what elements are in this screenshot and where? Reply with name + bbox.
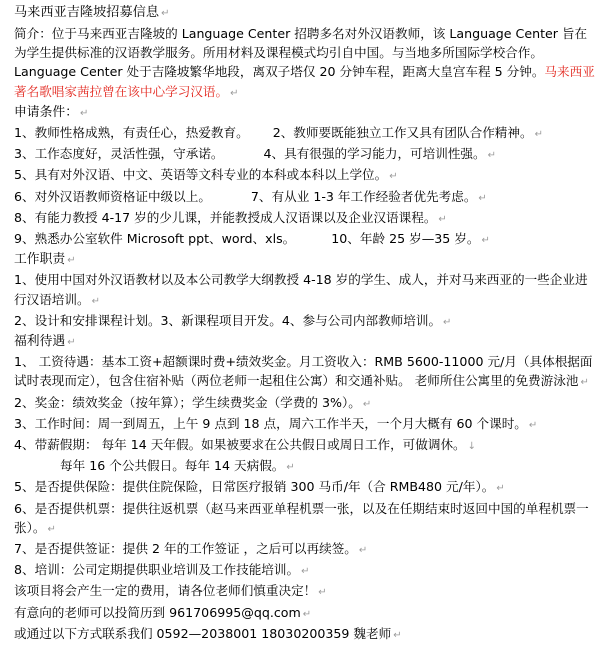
paragraph-mark-icon: ↵	[47, 523, 56, 535]
benefit-ticket	[14, 499, 596, 539]
benefit-leave-continued	[14, 456, 596, 477]
requirement-row	[14, 208, 596, 229]
requirement-item: 6、对外汉语教师资格证中级以上。	[14, 188, 211, 204]
requirement-item: 9、熟悉办公室软件 Microsoft ppt、word、xls。	[14, 231, 296, 247]
paragraph-mark-icon: ↵	[580, 377, 589, 389]
paragraph-mark-icon: ↵	[91, 295, 100, 307]
intro-paragraph	[14, 24, 596, 103]
resume-contact	[14, 603, 596, 624]
paragraph-mark-icon: ↵	[481, 235, 490, 247]
duties-heading	[14, 250, 596, 270]
benefit-text: 每年 16 个公共假日。每年 14 天病假。	[60, 458, 285, 474]
benefit-training	[14, 560, 596, 581]
paragraph-mark-icon: ↵	[79, 107, 89, 119]
paragraph-mark-icon: ↵	[478, 192, 487, 204]
duty-text: 1、使用中国对外汉语教材以及本公司教学大纲教授 4-18 岁的学生、成人，并对马来西亚的一些企业进行汉语培训。	[14, 272, 588, 307]
paragraph-mark-icon: ↵	[161, 8, 170, 19]
intro-text: 简介：位于马来西亚吉隆坡的 Language Center 招聘多名对外汉语教师，该 Language Center 旨在为学生提供标准的汉语教学服务。所用材料及课程模式均引自中国。与当地多所国际学校合作。Language Center 处于吉隆坡繁华地段，离双子塔仅 20 分钟车程，距离大皇宫车程 5 分钟。	[14, 26, 588, 80]
fee-notice	[14, 581, 596, 602]
benefit-salary	[14, 352, 596, 392]
paragraph-mark-icon: ↵	[528, 419, 538, 431]
paragraph-mark-icon: ↵	[496, 483, 505, 495]
benefit-text: 1、 工资待遇：基本工资+超额课时费+绩效奖金。月工资收入：RMB 5600-11000 元/月（具体根据面试时表现而定），包含住宿补贴（两位老师一起租住公寓）和交通补贴。 老师所住公寓里的免费游泳池	[14, 354, 593, 389]
paragraph-mark-icon: ↵	[301, 566, 310, 578]
requirement-item: 8、有能力教授 4-17 岁的少儿课，并能教授成人汉语课以及企业汉语课程。	[14, 209, 437, 225]
duties-heading-text: 工作职责	[14, 252, 66, 268]
benefit-text: 6、是否提供机票：提供往返机票（赵马来西亚单程机票一张，以及在任期结束时返回中国的单程机票一张）。	[14, 500, 589, 535]
requirements-heading	[14, 103, 596, 123]
paragraph-mark-icon: ↵	[389, 171, 398, 183]
benefit-leave	[14, 435, 596, 456]
paragraph-mark-icon: ↵	[230, 87, 239, 99]
document-title	[14, 2, 596, 24]
requirement-row	[14, 229, 596, 250]
paragraph-mark-icon: ↵	[443, 316, 452, 328]
requirements-heading-text: 申请条件：	[14, 104, 78, 120]
benefit-text: 4、带薪假期： 每年 14 天年假。如果被要求在公共假日或周日工作，可做调休。	[14, 437, 466, 453]
requirement-item: 1、教师性格成熟，有责任心，热爱教育。	[14, 125, 249, 141]
benefits-heading	[14, 332, 596, 352]
paragraph-mark-icon: ↵	[286, 462, 295, 474]
title-text: 马来西亚吉隆坡招募信息	[14, 5, 160, 20]
paragraph-mark-icon: ↵	[534, 129, 543, 141]
benefit-hours	[14, 414, 596, 435]
requirement-row	[14, 165, 596, 186]
requirement-item: 5、具有对外汉语、中文、英语等文科专业的本科或本科以上学位。	[14, 167, 388, 183]
benefit-text: 5、是否提供保险：提供住院保险，日常医疗报销 300 马币/年（合 RMB480 元/年）。	[14, 479, 495, 495]
line-break-icon: ↓	[467, 441, 477, 453]
paragraph-mark-icon: ↵	[438, 213, 447, 225]
requirement-item: 3、工作态度好，灵活性强，守承诺。	[14, 146, 224, 162]
paragraph-mark-icon: ↵	[67, 255, 76, 267]
paragraph-mark-icon: ↵	[67, 337, 76, 349]
benefit-text: 2、奖金：绩效奖金（按年算）；学生续费奖金（学费的 3%）。	[14, 394, 361, 410]
requirement-row	[14, 187, 596, 208]
benefit-visa	[14, 539, 596, 560]
requirement-item: 2、教师要既能独立工作又具有团队合作精神。	[272, 125, 533, 141]
benefit-bonus	[14, 393, 596, 414]
paragraph-mark-icon: ↵	[358, 545, 368, 557]
benefit-text: 7、是否提供签证：提供 2 年的工作签证 ，之后可以再续签。	[14, 541, 357, 557]
benefits-heading-text: 福利待遇	[14, 334, 66, 350]
paragraph-mark-icon: ↵	[362, 398, 372, 410]
paragraph-mark-icon: ↵	[487, 150, 497, 162]
intro-highlight: 马来西亚著名歌唱家茜拉曾在该中心学习汉语。	[14, 64, 595, 99]
phone-contact	[14, 624, 596, 645]
paragraph-mark-icon: ↵	[302, 608, 312, 620]
benefit-text: 8、培训：公司定期提供职业培训及工作技能培训。	[14, 562, 300, 578]
requirement-item: 7、有从业 1-3 年工作经验者优先考虑。	[250, 188, 477, 204]
fee-notice-text: 该项目将会产生一定的费用，请各位老师们慎重决定！	[14, 583, 317, 599]
duty-item	[14, 311, 596, 332]
duty-text: 2、设计和安排课程计划。3、新课程项目开发。4、参与公司内部教师培训。	[14, 312, 442, 328]
phone-contact-text: 或通过以下方式联系我们 0592—2038001 18030200359 魏老师	[14, 625, 392, 641]
requirement-item: 4、具有很强的学习能力，可培训性强。	[263, 146, 486, 162]
benefit-insurance	[14, 477, 596, 498]
requirement-item: 10、年龄 25 岁—35 岁。	[331, 231, 480, 247]
requirement-row	[14, 123, 596, 144]
paragraph-mark-icon: ↵	[318, 587, 327, 599]
resume-email-text[interactable]: 有意向的老师可以投简历到 961706995@qq.com	[14, 604, 301, 620]
paragraph-mark-icon: ↵	[393, 629, 402, 641]
duty-item	[14, 270, 596, 310]
requirement-row	[14, 144, 596, 165]
benefit-text: 3、工作时间：周一到周五，上午 9 点到 18 点，周六工作半天，一个月大概有 60 个课时。	[14, 415, 527, 431]
